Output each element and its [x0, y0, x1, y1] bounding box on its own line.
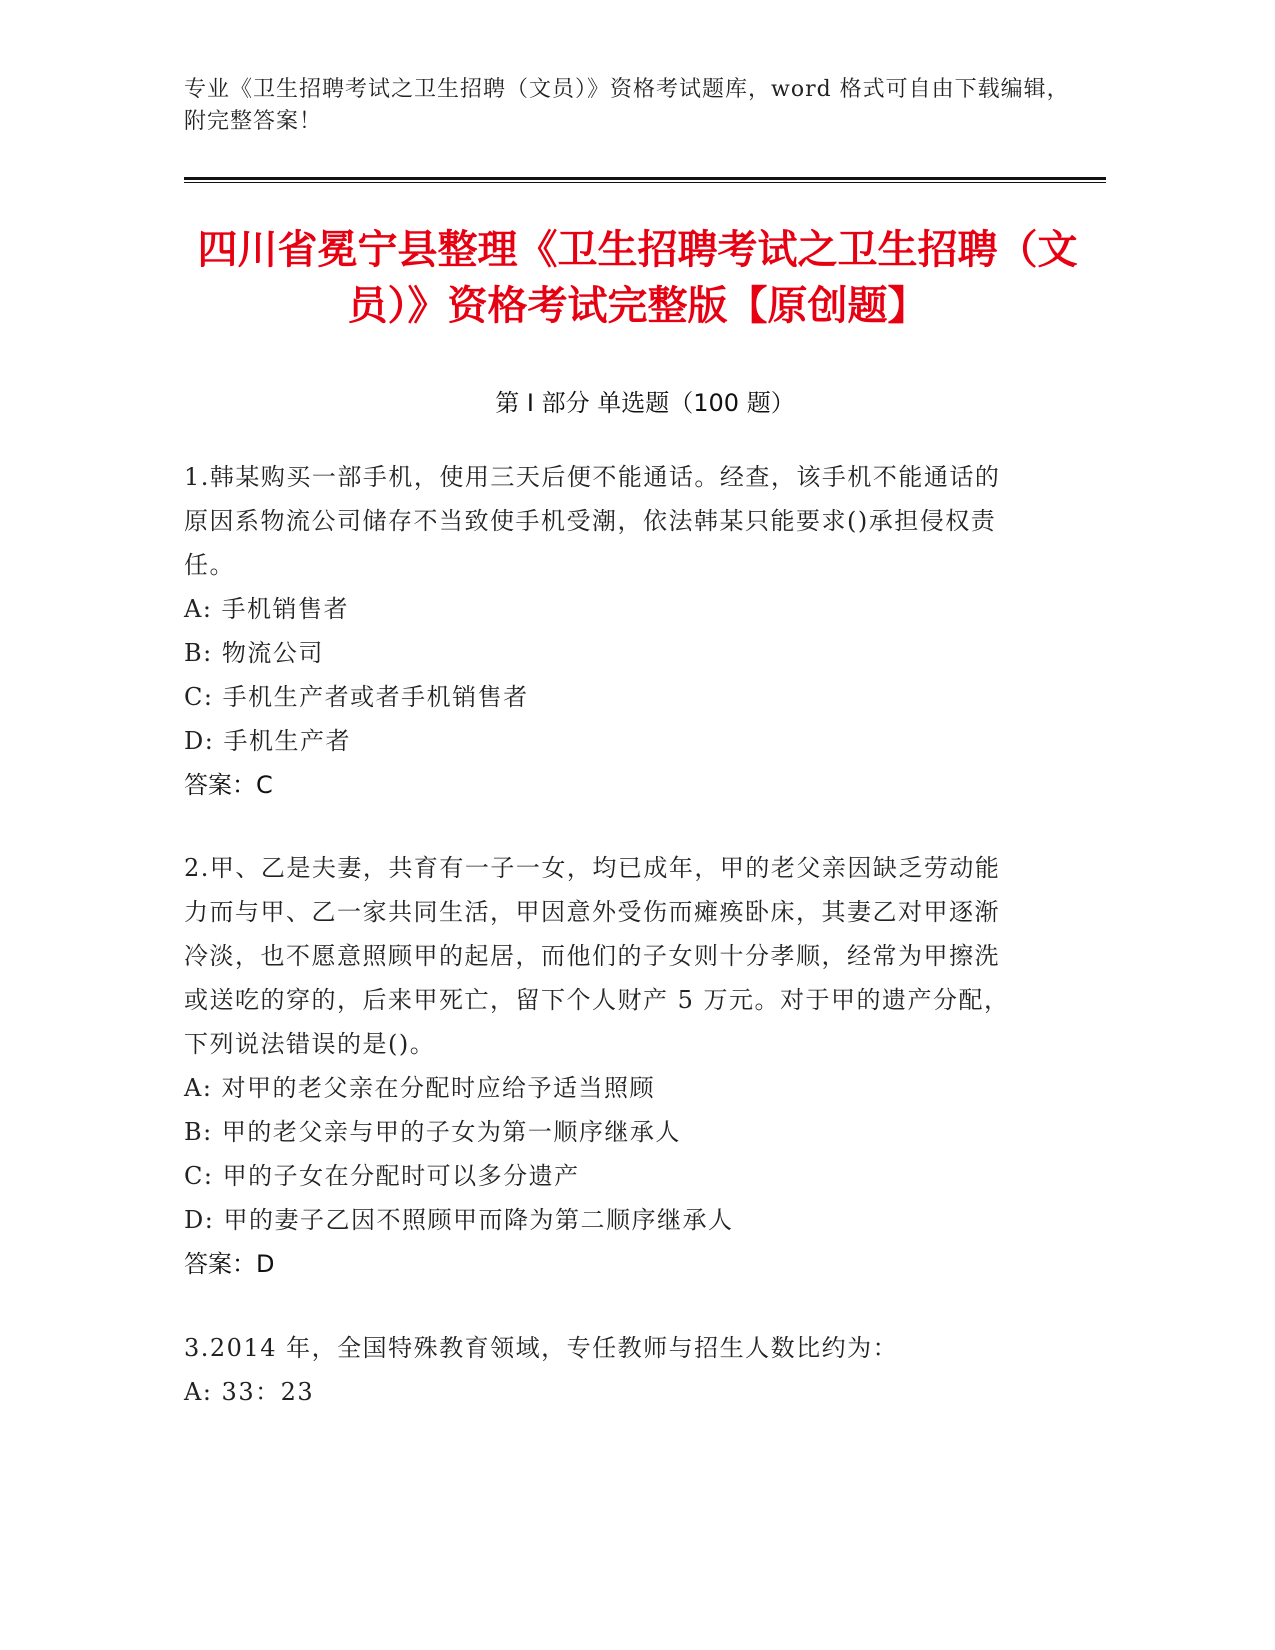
header-note: 专业《卫生招聘考试之卫生招聘（文员）》资格考试题库，word 格式可自由下载编辑，附完整答案！ [184, 77, 1070, 134]
document-title: 四川省冕宁县整理《卫生招聘考试之卫生招聘（文员）》资格考试完整版【原创题】 [197, 227, 1078, 329]
option-a: A: 对甲的老父亲在分配时应给予适当照顾 [184, 1074, 656, 1102]
option-c: C: 手机生产者或者手机销售者 [184, 683, 529, 711]
question-stem: 2.甲、乙是夫妻，共育有一子一女，均已成年，甲的老父亲因缺乏劳动能力而与甲、乙一家共同生活，甲因意外受伤而瘫痪卧床，其妻乙对甲逐渐冷淡，也不愿意照顾甲的起居，而他们的子女则十分孝顺，经常为甲擦洗或送吃的穿的，后来甲死亡，留下个人财产 5 万元。对于甲的遗产分配，下列说法错误的是()。 [184, 854, 1010, 1058]
option-a: A: 手机销售者 [184, 595, 350, 623]
question-stem: 3.2014 年，全国特殊教育领域，专任教师与招生人数比约为： [184, 1334, 899, 1362]
question-stem: 1.韩某购买一部手机，使用三天后便不能通话。经查，该手机不能通话的原因系物流公司储存不当致使手机受潮，依法韩某只能要求()承担侵权责任。 [184, 463, 1001, 579]
option-d: D: 甲的妻子乙因不照顾甲而降为第二顺序继承人 [184, 1206, 734, 1234]
question-3 [184, 1326, 1014, 1414]
question-1 [184, 455, 1014, 807]
option-c: C: 甲的子女在分配时可以多分遗产 [184, 1162, 580, 1190]
header-divider-thick [184, 177, 1106, 180]
answer: 答案：C [184, 771, 273, 799]
option-d: D: 手机生产者 [184, 727, 351, 755]
option-b: B: 甲的老父亲与甲的子女为第一顺序继承人 [184, 1118, 681, 1146]
header-divider-thin [184, 182, 1106, 183]
question-2 [184, 846, 1014, 1286]
section-title: 第 I 部分 单选题（100 题） [495, 389, 795, 417]
answer: 答案：D [184, 1250, 275, 1278]
option-a: A: 33：23 [184, 1378, 315, 1406]
option-b: B: 物流公司 [184, 639, 324, 667]
